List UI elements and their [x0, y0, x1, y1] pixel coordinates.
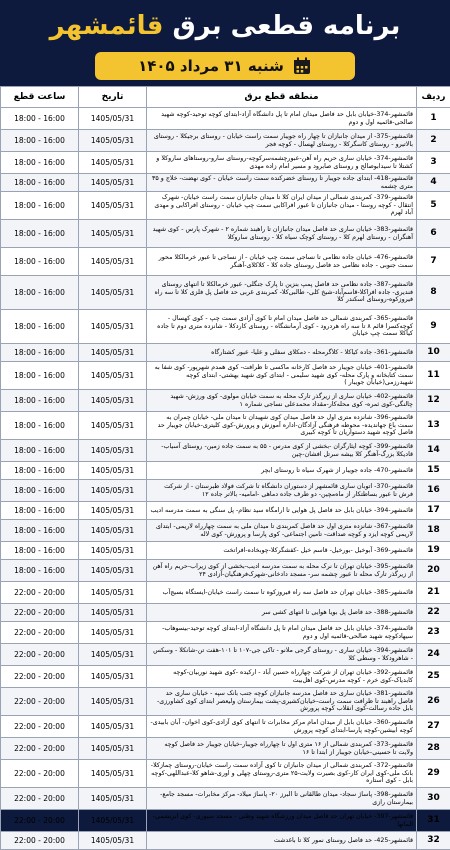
row-index: 2 [417, 130, 450, 152]
row-time: 18:00 - 16:00 [1, 440, 79, 462]
row-index: 12 [417, 390, 450, 412]
row-area: قائمشهر-385- خیابان تهران حد فاصل سه راه فیروزکوه تا سمت راست خیابان-ایستگاه بسیج‌آب [147, 582, 417, 604]
title-prefix: برنامه قطعی برق [172, 11, 400, 41]
row-area: قائمشهر-373- کمربندی شمالی از ۱۶ متری اول تا چهارراه جویبار-خیابان جویبار حد فاصل کوچه ولایت تا حسینی-خیابان جویبار از ابتدا تا ۱۶ [147, 738, 417, 760]
row-time: 18:00 - 16:00 [1, 502, 79, 520]
table-row [1, 152, 450, 174]
row-area: قائمشهر-476- خیابان جاده نظامی تا نساجی سمت چپ خیابان - از نساجی تا عبور خرمالکلا محور سمت جنوبی - جاده نظامی حد فاصل روستای جاده کلا - کلاکلای-آهنگر [147, 248, 417, 276]
row-date: 1405/05/31 [79, 760, 147, 788]
row-date: 1405/05/31 [79, 362, 147, 390]
row-area: قائمشهر-398- پاساژ سجاد- میدان طالقانی تا البرز ۲۰- پاساژ میلاد- مرکز مخابرات- مسجد جامع- بیمارستان رازی [147, 788, 417, 810]
row-area: قائمشهر-374- خیابان بابل حد فاصل میدان امام تا پل دانشگاه آزاد-ابتدای کوچه توحید-بیسوهاب-سیهادکوچه شهید صالحی-قائمیه اول و دوم [147, 622, 417, 644]
row-index: 25 [417, 666, 450, 688]
table-row [1, 130, 450, 152]
row-date: 1405/05/31 [79, 220, 147, 248]
row-time: 22:00 - 20:00 [1, 788, 79, 810]
table-row [1, 644, 450, 666]
table-row [1, 542, 450, 560]
row-area: قائمشهر-387- جاده نظامی حد فاصل پمپ بنزین تا پارک جنگلی- عبور خرمالکلا تا انتهای روستای فندیری- جاده افراکلا-قاسم‌آباد-شیخ کلی- طالبی‌کلا- کمربندی غربی حد فاصل پل فلزی کلا تا سه راه فیروزکوه-روستای اسکندر کلا [147, 276, 417, 310]
row-area: قائمشهر-370- اتوبان ساری قائمشهر از دستوران دانشگاه تا شرکت فولاد طبرستان - از شرکت فرش تا عبور بساطتکار از ماه‌مچین- دو طرف جاده دماهی -امامیه- بالاتر جاده ۱۲ [147, 480, 417, 502]
row-index: 20 [417, 560, 450, 582]
row-index: 22 [417, 604, 450, 622]
row-index: 3 [417, 152, 450, 174]
row-area: قائمشهر-394- خیابان بابل حد فاصل پل هوایی تا ارامگاه سید نظام- پل سنگی به سمت مدرسه ادیب [147, 502, 417, 520]
row-date: 1405/05/31 [79, 560, 147, 582]
row-index: 13 [417, 412, 450, 440]
row-area: قائمشهر-396- شانزده متری اول حد فاصل میدان کوی شهیدان تا میدان ملی- خیابان چمران به سمت باغ جهاندیده- محوطه فرهنگی آزادگان-اداره آموزش و پرورش-کوی کلیتری-خیابان جویبار حد فاصل کوچه شهید دستواریان تا کوچه کبیری [147, 412, 417, 440]
row-index: 8 [417, 276, 450, 310]
row-index: 24 [417, 644, 450, 666]
row-date: 1405/05/31 [79, 344, 147, 362]
row-area: قائمشهر-395- خیابان تهران تا نرک محله به سمت مدرسه ادیب-بخشی از کوی زیراب-حریم راه آهن از زیرگذر تارک محله تا عبور چشمه سر- مسجد دادخانی-شهرک‌فرهنگیان-آزادی ۲۴ [147, 560, 417, 582]
row-area: قائمشهر-375- از میدان جانبازان تا چهار راه جویبار سمت راست خیابان - روستای برجیکلا - روستای بالاتیرو - روستای کاسگرکلا - روستای لهسال - کوچه فجر [147, 130, 417, 152]
row-index: 1 [417, 108, 450, 130]
row-area: قائمشهر-381- خیابان ساری حد فاصل مدرسه جانبازان کوچه جنب بانک سپه - خیابان ساری حد فاصل راهبند تا ظرافت سمت راست-خیابان‌کشیری-پشت بیمارستان ولیعصر ابتدای کوی کشاورزی-بابل جاده رسالت-کوی انقلاب کوچه پرورش [147, 688, 417, 716]
row-time: 18:00 - 16:00 [1, 560, 79, 582]
row-time: 18:00 - 16:00 [1, 542, 79, 560]
table-row [1, 738, 450, 760]
row-date: 1405/05/31 [79, 520, 147, 542]
table-row [1, 788, 450, 810]
row-index: 15 [417, 462, 450, 480]
row-area: قائمشهر-470- جاده جویبار از شهرک سیاه تا روستای ابچر [147, 462, 417, 480]
row-date: 1405/05/31 [79, 622, 147, 644]
row-time: 18:00 - 16:00 [1, 192, 79, 220]
row-index: 10 [417, 344, 450, 362]
row-date: 1405/05/31 [79, 644, 147, 666]
table-row [1, 832, 450, 850]
row-time: 22:00 - 20:00 [1, 810, 79, 832]
row-time: 22:00 - 20:00 [1, 666, 79, 688]
row-date: 1405/05/31 [79, 440, 147, 462]
row-time: 22:00 - 20:00 [1, 716, 79, 738]
row-index: 5 [417, 192, 450, 220]
table-row [1, 560, 450, 582]
row-time: 22:00 - 20:00 [1, 738, 79, 760]
row-index: 21 [417, 582, 450, 604]
row-date: 1405/05/31 [79, 108, 147, 130]
row-time: 18:00 - 16:00 [1, 130, 79, 152]
row-area: قائمشهر-383- خیابان ساری حد فاصل میدان جانبازان تا راهبند شماره ۲ - شهرک پارس - کوی شهید آهنگران - روستای لهرم کلا - روستای کوچک سیاه کلا - روستای ساروکلا [147, 220, 417, 248]
row-index: 14 [417, 440, 450, 462]
row-area: قائمشهر-401- خیابان جویبار حد فاصل کارخانه ماکسی تا ظرافت- کوی همدم شهرپور- کوی شفا به سمت کتابخانه و پارک محله- کوی شهید سلیمی - ابتدای کوی شهید بهشتی- ابتدای کوچه شهیدرزمی(خیابان جویبار ) [147, 362, 417, 390]
table-row [1, 248, 450, 276]
table-header-row [1, 87, 450, 108]
table-row [1, 716, 450, 738]
row-date: 1405/05/31 [79, 248, 147, 276]
row-time: 18:00 - 16:00 [1, 344, 79, 362]
row-date: 1405/05/31 [79, 716, 147, 738]
table-row [1, 310, 450, 344]
row-time: 22:00 - 20:00 [1, 688, 79, 716]
row-time: 18:00 - 16:00 [1, 462, 79, 480]
row-time: 18:00 - 16:00 [1, 362, 79, 390]
row-area: قائمشهر-361- جاده کیاکلا - کلاگرمحله - دمکلای سفلی و علیا- عبور کشتارگاه [147, 344, 417, 362]
table-row [1, 174, 450, 192]
row-time: 18:00 - 16:00 [1, 520, 79, 542]
table-row [1, 622, 450, 644]
row-date: 1405/05/31 [79, 666, 147, 688]
row-date: 1405/05/31 [79, 582, 147, 604]
row-index: 32 [417, 832, 450, 850]
column-header-date: تاریخ [79, 87, 147, 108]
table-row [1, 220, 450, 248]
table-row [1, 480, 450, 502]
row-date: 1405/05/31 [79, 412, 147, 440]
column-header-time: ساعت قطع [1, 87, 79, 108]
row-area: قائمشهر-402- خیابان ساری از زیرگذر تارک محله به سمت خیابان مولوی- کوی ورزش- شهید چالنگی-کوی ثمره- کوی محله‌کار-مقداد محمدعلی نساجی شماره ۱ [147, 390, 417, 412]
row-index: 7 [417, 248, 450, 276]
row-time: 18:00 - 16:00 [1, 480, 79, 502]
row-date: 1405/05/31 [79, 462, 147, 480]
row-time: 18:00 - 16:00 [1, 248, 79, 276]
row-time: 22:00 - 20:00 [1, 582, 79, 604]
row-index: 29 [417, 760, 450, 788]
schedule-table-container [0, 86, 450, 800]
table-body [1, 108, 450, 850]
row-time: 18:00 - 16:00 [1, 276, 79, 310]
row-area: قائمشهر-394- خیابان ساری - روستای گرجی ملانو - تاکی جی-۱۰۷ تا ۱۰۱-هفت تن-شانکلا - وسکس - شاهرودکلا - وسطی کلا [147, 644, 417, 666]
table-row [1, 362, 450, 390]
row-index: 9 [417, 310, 450, 344]
row-time: 22:00 - 20:00 [1, 832, 79, 850]
row-area: قائمشهر-360- خیابان بابل از میدان امام مرکز مخابرات تا انتهای کوی آزادی-کوی اخوان- آبان بابیدی-کوچه ابیشین-کوچه پارسا-ابتدای کوچه پرورش [147, 716, 417, 738]
row-area: قائمشهر-372- کمربندی شمالی از میدان جانبازان تا کوی آزاده سمت راست خیابان-روستای چمازکلا-بانک ملی-کوی ایران کار-کوی بصیرت ولایت-۲۵ متری-روستای چهلی و اوری-شاهو کلا-عبداللهی-کوچه بابل - کوی آستاره [147, 760, 417, 788]
row-date: 1405/05/31 [79, 604, 147, 622]
row-time: 18:00 - 16:00 [1, 174, 79, 192]
header [0, 0, 450, 85]
row-index: 16 [417, 480, 450, 502]
table-row [1, 520, 450, 542]
row-time: 18:00 - 16:00 [1, 108, 79, 130]
row-date: 1405/05/31 [79, 788, 147, 810]
row-index: 4 [417, 174, 450, 192]
column-header-index: ردیف [417, 87, 450, 108]
row-index: 31 [417, 810, 450, 832]
row-area: قائمشهر-397- خیابان تهران حد فاصل میدان ورزشگاه شهید وطنی - مسجد سیوری- کوی ابریشمی-المانها [147, 810, 417, 832]
row-date: 1405/05/31 [79, 738, 147, 760]
row-index: 19 [417, 542, 450, 560]
date-badge [95, 52, 355, 80]
row-time: 22:00 - 20:00 [1, 604, 79, 622]
row-date: 1405/05/31 [79, 152, 147, 174]
row-time: 22:00 - 20:00 [1, 760, 79, 788]
row-date: 1405/05/31 [79, 174, 147, 192]
row-date: 1405/05/31 [79, 390, 147, 412]
title-city: قائمشهر [50, 11, 164, 41]
row-area: قائمشهر-399- کوچه ایثارگران -بخشی از کوی مدرس - ۵۵ به سمت جاده زمین- روستای آسیاب-قادیکلا بزرگ-آهنگر کلا بیشه سرتل افشان-چین [147, 440, 417, 462]
row-area: قائمشهر-369- آبوخیل -بورخیل- قاسم خیل -کفشگرکلا-چوبخاده-افراتخت [147, 542, 417, 560]
row-index: 27 [417, 716, 450, 738]
row-time: 18:00 - 16:00 [1, 390, 79, 412]
row-date: 1405/05/31 [79, 542, 147, 560]
row-area: قائمشهر-374- خیابان ساری حریم راه آهن-عبورچشمه‌سرکوچه‌-روستای سارو-روستاهای ساروکلا و کشتلا تا سیدابوصالح و روستای صابرود و مسیر امام زاده مهدی [147, 152, 417, 174]
row-date: 1405/05/31 [79, 480, 147, 502]
row-index: 18 [417, 520, 450, 542]
row-time: 22:00 - 20:00 [1, 622, 79, 644]
row-date: 1405/05/31 [79, 310, 147, 344]
row-date: 1405/05/31 [79, 688, 147, 716]
row-area: قائمشهر-379- کمربندی شمالی از میدان ایران کلا تا میدان جانبازان سمت راست خیابان- شهرک انتقال - کوچه روستا - میدان جانبازان تا عبور افراکابی سمت چپ خیابان - روستای افراکابی و مهدی آباد لهرم [147, 192, 417, 220]
table-row [1, 108, 450, 130]
schedule-table [0, 86, 450, 850]
table-row [1, 344, 450, 362]
row-index: 11 [417, 362, 450, 390]
table-row [1, 810, 450, 832]
row-index: 30 [417, 788, 450, 810]
row-time: 18:00 - 16:00 [1, 310, 79, 344]
column-header-area: منطقه قطع برق [147, 87, 417, 108]
row-date: 1405/05/31 [79, 810, 147, 832]
row-area: قائمشهر-425- حد فاصل روستای نمور کلا تا باغدشت [147, 832, 417, 850]
calendar-icon [292, 56, 312, 76]
table-row [1, 192, 450, 220]
row-index: 26 [417, 688, 450, 716]
row-index: 28 [417, 738, 450, 760]
table-row [1, 412, 450, 440]
row-date: 1405/05/31 [79, 502, 147, 520]
table-row [1, 666, 450, 688]
row-date: 1405/05/31 [79, 130, 147, 152]
row-date: 1405/05/31 [79, 192, 147, 220]
row-index: 17 [417, 502, 450, 520]
table-row [1, 390, 450, 412]
page-title [0, 6, 450, 46]
row-date: 1405/05/31 [79, 832, 147, 850]
table-row [1, 604, 450, 622]
row-area: قائمشهر-374-خیابان بابل حد فاصل میدان امام تا پل دانشگاه آزاد-ابتدای کوچه توحید-کوچه شهید صالحی-قائمیه اول و دوم [147, 108, 417, 130]
row-time: 18:00 - 16:00 [1, 412, 79, 440]
row-area: قائمشهر-367- شانزده متری اول حد فاصل کمربندی تا میدان ملی به سمت چهارراه لاریمی- ابتدای لاریمی کوچه ایزد و کوچه صداقت- تامین اجتماعی- کوی پارسا و پرورش- کوی لاله [147, 520, 417, 542]
date-label: شنبه ۳۱ مرداد ۱۴۰۵ [138, 57, 284, 75]
row-area: قائمشهر-418- ابتدای جاده جویبار تا روستای خضرکنده سمت راست خیابان - کوی نهضت- خلاج و ۳۵ متری چشمه [147, 174, 417, 192]
table-row [1, 276, 450, 310]
row-area: قائمشهر-392- خیابان تهران از شرکت چهارراه حسین آباد - ارکیده -کوی شهید نوربیان-کوچه کابدیاک-کوی خرم - کوچه مدرس-کوی اهل‌بیت [147, 666, 417, 688]
table-row [1, 760, 450, 788]
row-area: قائمشهر-365- کمربندی شمالی حد فاصل میدان امام تا کوی آزادی سمت چپ - کوی کهسال - کوچه‌کسرا قائم ۸ تا سه راه هردرود - کوی آرمانشگاه - روستای کاردکلا - شانزده متری دوم تا جاده کیاکلا سمت چپ خیابان [147, 310, 417, 344]
table-row [1, 440, 450, 462]
row-index: 23 [417, 622, 450, 644]
row-area: قائمشهر-388- حد فاصل پل بویا هوایی تا انتهای کشی سر [147, 604, 417, 622]
table-row [1, 582, 450, 604]
table-row [1, 688, 450, 716]
table-row [1, 462, 450, 480]
row-time: 18:00 - 16:00 [1, 220, 79, 248]
table-row [1, 502, 450, 520]
row-date: 1405/05/31 [79, 276, 147, 310]
row-time: 18:00 - 16:00 [1, 152, 79, 174]
row-time: 22:00 - 20:00 [1, 644, 79, 666]
row-index: 6 [417, 220, 450, 248]
